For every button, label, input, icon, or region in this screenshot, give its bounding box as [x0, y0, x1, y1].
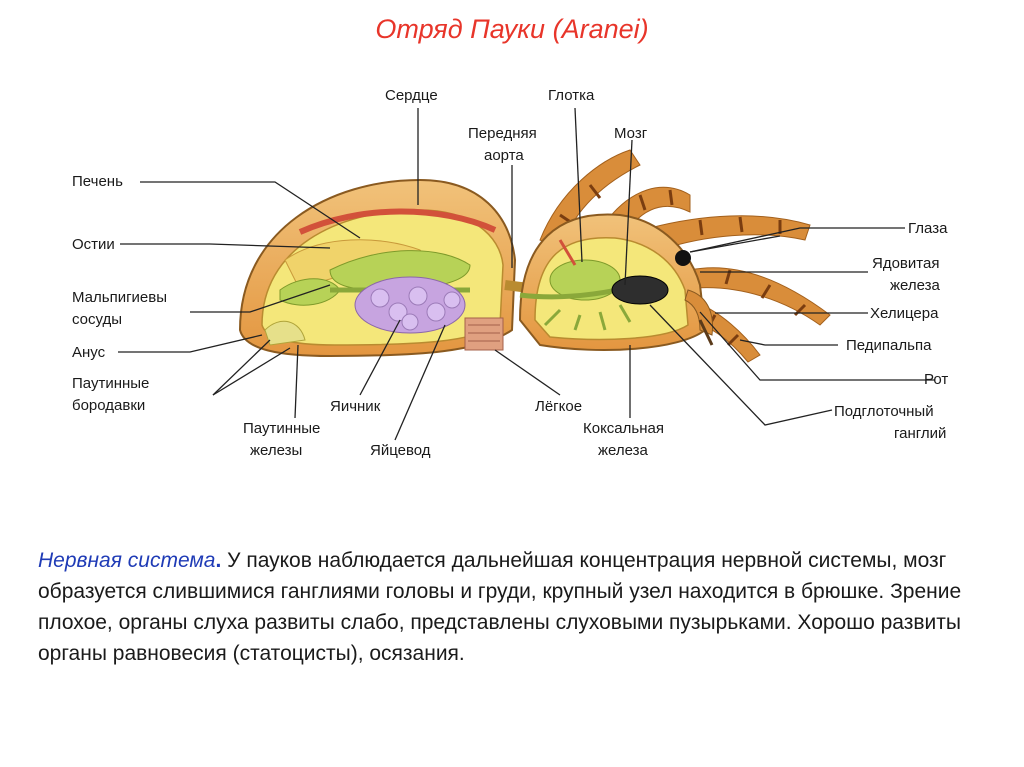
label-serdtse: Сердце	[385, 87, 438, 104]
label-aorta-1: Передняя	[468, 125, 537, 142]
label-zhelezy-2: железы	[250, 442, 303, 459]
label-aorta-2: аорта	[484, 147, 524, 164]
label-pechen: Печень	[72, 173, 123, 190]
label-borod-1: Паутинные	[72, 375, 150, 392]
label-yad-1: Ядовитая	[872, 255, 940, 272]
label-malp-2: сосуды	[72, 311, 123, 328]
label-zhelezy-1: Паутинные	[243, 420, 321, 437]
label-koks-2: железа	[598, 442, 648, 459]
label-ostii: Остии	[72, 236, 115, 253]
label-yaitsevod: Яйцевод	[370, 442, 431, 459]
label-glotka: Глотка	[548, 87, 595, 104]
abdomen	[240, 180, 515, 356]
label-koks-1: Коксальная	[583, 420, 664, 437]
label-mozg: Мозг	[614, 125, 648, 142]
description-term: Нервная система	[38, 549, 216, 572]
label-yaichnik: Яичник	[330, 398, 381, 415]
description-term-dot: .	[215, 549, 222, 572]
label-glaza: Глаза	[908, 220, 948, 237]
label-pedipalpa: Педипальпа	[846, 337, 932, 354]
page-title: Отряд Пауки (Aranei)	[375, 14, 649, 44]
label-anus: Анус	[72, 344, 106, 361]
description-text: У пауков наблюдается дальнейшая концентрация нервной системы, мозг образуется слившимися ганглиями головы и груди, крупный узел находится в брюшке. Зрение плохое, органы слуха развиты слабо, представлены слуховыми пузырьками. Хорошо развиты органы равновесия (статоцисты), осязания.	[38, 549, 962, 665]
label-legkoe: Лёгкое	[535, 398, 583, 415]
description-paragraph	[38, 545, 988, 669]
label-malp-1: Мальпигиевы	[72, 289, 168, 306]
label-podgl-1: Подглоточный	[834, 403, 934, 420]
label-rot: Рот	[924, 371, 949, 388]
label-helitsera: Хелицера	[870, 305, 939, 322]
label-yad-2: железа	[890, 277, 940, 294]
label-borod-2: бородавки	[72, 397, 146, 414]
label-podgl-2: ганглий	[894, 425, 947, 442]
